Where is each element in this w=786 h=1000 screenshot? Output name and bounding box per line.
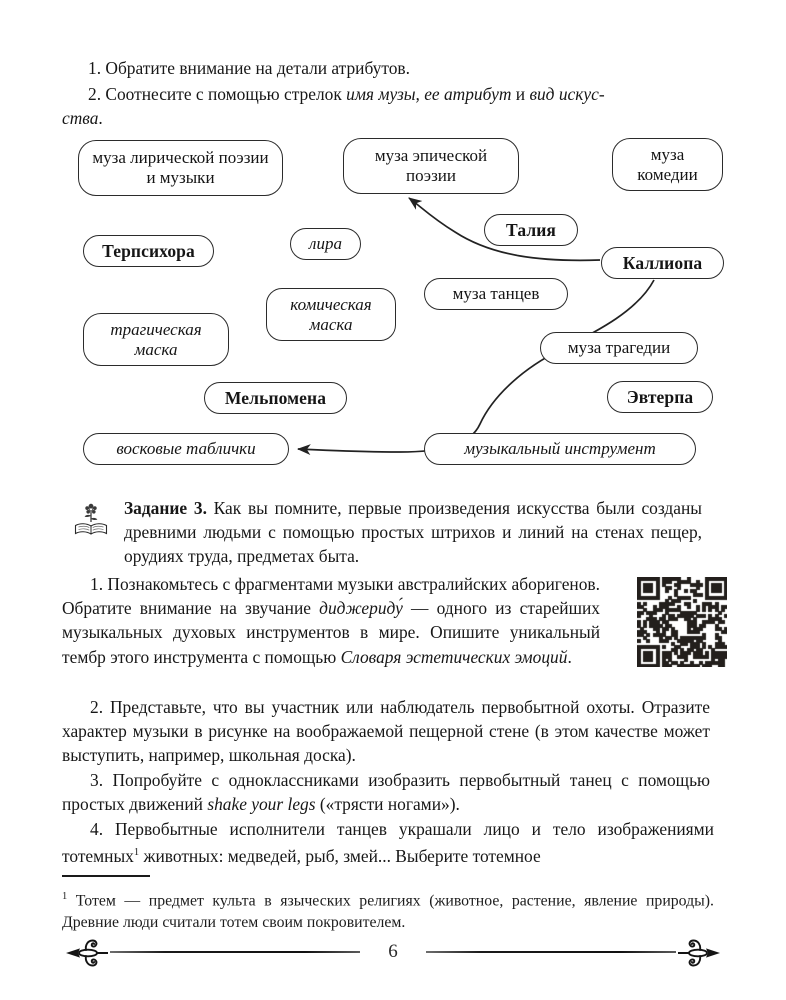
- diagram-node-label: восковые таблички: [116, 439, 256, 459]
- diagram-node-muza-tragedii[interactable]: [540, 332, 698, 364]
- diagram-node-label: муза комедии: [637, 144, 698, 184]
- footnote-rule: [62, 875, 150, 877]
- diagram-node-komicheskaya-maska[interactable]: [266, 288, 396, 341]
- flourish-ornament-left: [64, 936, 110, 970]
- instruction-2-cont-tail: .: [98, 108, 103, 128]
- instruction-2-italic-2: вид искус-: [529, 84, 605, 104]
- item-3-text-part-1: 3. Попробуйте с одноклассниками изобразить первобытный танец с помощью простых движений: [62, 770, 710, 815]
- page-number: [373, 941, 413, 963]
- diagram-node-label: Терпсихора: [102, 240, 195, 261]
- item-3-italic-shake-your-legs: shake your legs: [207, 794, 316, 815]
- item-1-italic-dictionary: Словаря эстетических эмоций: [340, 646, 568, 667]
- item-4-text-part-1: 4. Первобытные исполнители танцев украшали лицо и тело изображениями тотемных: [62, 819, 714, 866]
- instruction-item-2-continuation: [62, 106, 262, 130]
- item-1-paragraph: [62, 572, 702, 676]
- task-3-body: Как вы помните, первые произведения искусства были созданы древними людьми с помощью простых штрихов и линий на стенах пещер, орудиях труда, предметах быта.: [124, 498, 702, 567]
- diagram-node-label: муза танцев: [452, 284, 540, 304]
- diagram-node-voskovye-tablichki[interactable]: [83, 433, 289, 465]
- diagram-node-muza-tantsev[interactable]: [424, 278, 568, 310]
- item-2-paragraph: [62, 695, 710, 768]
- diagram-node-label: лира: [309, 234, 342, 254]
- item-1-text-part-1: 1. Познакомьтесь с фрагментами музыки австралийских аборигенов. Обратите внимание на звучание: [62, 574, 600, 619]
- item-4-paragraph: [62, 817, 714, 868]
- diagram-node-label: муза лирической поэзии и музыки: [92, 148, 269, 187]
- item-4-text-part-2: животных: медведей, рыб, змей... Выберите тотемное: [139, 846, 541, 866]
- footer-rule-right: [426, 951, 676, 953]
- footnote-marker: 1: [62, 891, 68, 902]
- diagram-node-muza-liricheskoy[interactable]: [78, 140, 283, 196]
- diagram-node-label: трагическая маска: [110, 319, 202, 359]
- diagram-node-label: Талия: [505, 219, 556, 240]
- page-number-value: 6: [388, 941, 398, 962]
- instruction-2-cont-italic: ства: [62, 108, 99, 128]
- diagram-node-label: Каллиопа: [622, 252, 703, 273]
- flourish-ornament-right: [676, 936, 722, 970]
- footnote-marker-ref: 1: [133, 847, 140, 859]
- diagram-node-label: Мельпомена: [224, 387, 327, 408]
- diagram-node-label: комическая маска: [290, 294, 372, 334]
- diagram-node-taliya[interactable]: [484, 214, 578, 246]
- instruction-item-2: [88, 82, 700, 106]
- item-1-text-part-2: — одного из старейших музыкальных духовых инструментов в мире. Опишите уникальный тембр этого инструмента с помощью: [62, 598, 600, 667]
- instruction-2-mid: и: [511, 84, 530, 104]
- diagram-node-melpomena[interactable]: [204, 382, 347, 414]
- instruction-2-italic-1: имя музы, ее атрибут: [346, 84, 512, 104]
- footnote-body: Тотем — предмет культа в языческих религиях (животное, растение, явление природы). Древние люди считали тотем своим покровителем.: [62, 892, 714, 931]
- footer-rule-left: [110, 951, 360, 953]
- item-3-text-part-2: («трясти ногами»).: [315, 794, 460, 815]
- diagram-node-kalliopa[interactable]: [601, 247, 724, 279]
- footnote-text: [62, 886, 714, 933]
- diagram-node-muza-komedii[interactable]: [612, 138, 723, 191]
- diagram-node-label: Эвтерпа: [626, 386, 694, 407]
- instruction-2-pre: 2. Соотнесите с помощью стрелок: [88, 84, 347, 104]
- diagram-node-muza-epicheskoy[interactable]: [343, 138, 519, 194]
- diagram-node-evterpa[interactable]: [607, 381, 713, 413]
- item-3-paragraph: [62, 768, 710, 816]
- item-1-italic-didgeridoo: диджериду́: [319, 598, 403, 619]
- diagram-node-label: муза трагедии: [567, 338, 671, 358]
- diagram-node-terpsihora[interactable]: [83, 235, 214, 267]
- task-3-block: [124, 496, 702, 569]
- item-1-text-part-3: .: [567, 646, 572, 667]
- diagram-node-tragicheskaya-maska[interactable]: [83, 313, 229, 366]
- instruction-1-text: 1. Обратите внимание на детали атрибутов.: [88, 58, 410, 78]
- instruction-item-1: [88, 56, 698, 80]
- item-2-text: 2. Представьте, что вы участник или наблюдатель первобытной охоты. Отразите характер музыки в рисунке на воображаемой пещерной стене (в этом качестве может выступить, например, школьная доска).: [62, 697, 710, 766]
- diagram-node-label: музыкальный инструмент: [464, 439, 656, 459]
- qr-float-spacer: [600, 572, 702, 676]
- diagram-node-muzykalnyy-instrument[interactable]: [424, 433, 696, 465]
- book-flower-icon: [74, 500, 108, 538]
- task-3-heading: Задание 3.: [124, 498, 207, 518]
- diagram-node-lira[interactable]: [290, 228, 361, 260]
- diagram-node-label: муза эпической поэзии: [374, 146, 488, 185]
